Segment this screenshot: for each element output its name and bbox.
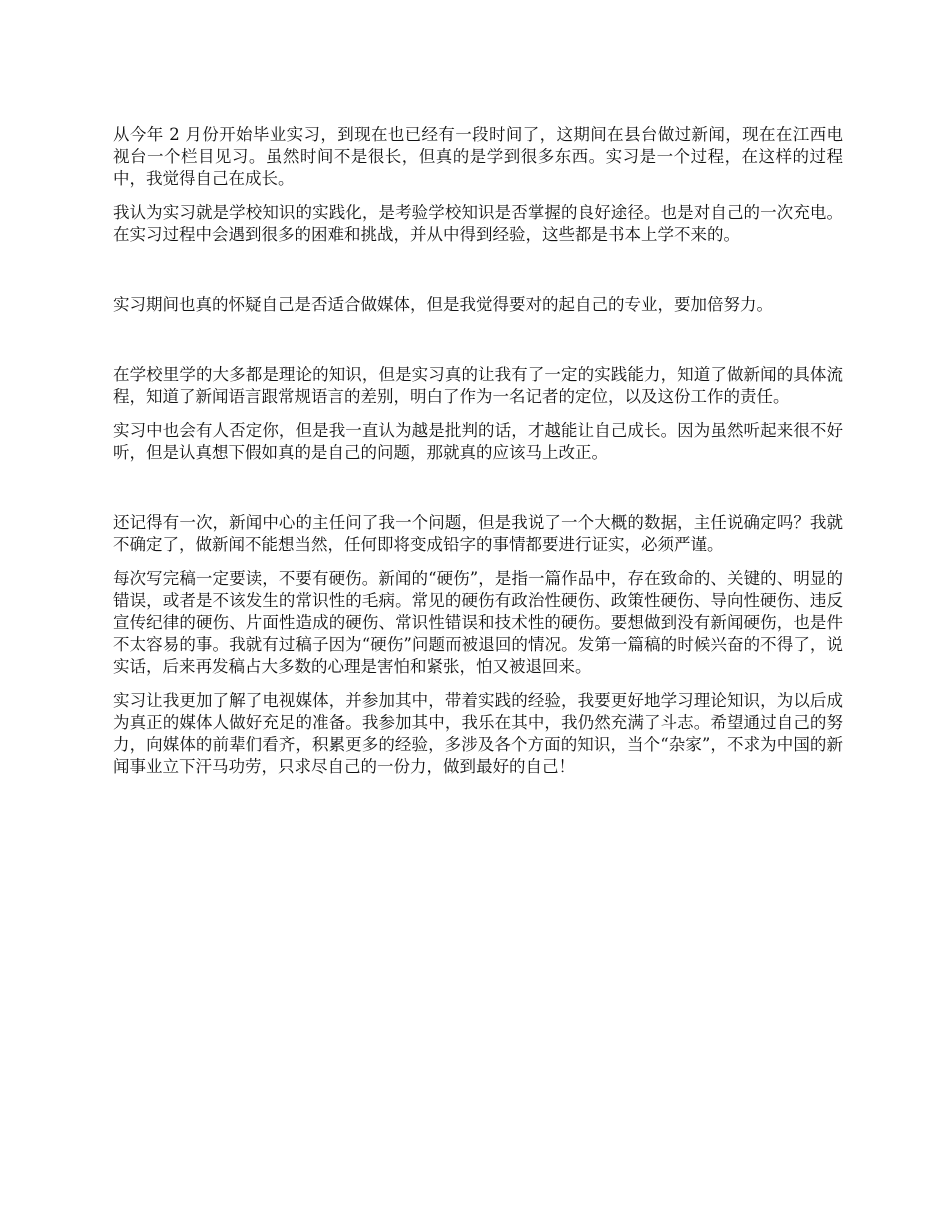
blank-gap — [113, 476, 843, 512]
paragraph-7: 每次写完稿一定要读，不要有硬伤。新闻的“硬伤”，是指一篇作品中，存在致命的、关键的、明显的错误，或者是不该发生的常识性的毛病。常见的硬伤有政治性硬伤、政策性硬伤、导向性硬伤、违反宣传纪律的硬伤、片面性造成的硬伤、常识性错误和技术性的硬伤。要想做到没有新闻硬伤，也是件不太容易的事。我就有过稿子因为“硬伤”问题而被退回的情况。发第一篇稿的时候兴奋的不得了，说实话，后来再发稿占大多数的心理是害怕和紧张，怕又被退回来。 — [113, 569, 843, 676]
paragraph-8: 实习让我更加了解了电视媒体，并参加其中，带着实践的经验，我要更好地学习理论知识，为以后成为真正的媒体人做好充足的准备。我参加其中，我乐在其中，我仍然充满了斗志。希望通过自己的努力，向媒体的前辈们看齐，积累更多的经验，多涉及各个方面的知识，当个“杂家”，不求为中国的新闻事业立下汗马功劳，只求尽自己的一份力，做到最好的自己！ — [113, 691, 843, 776]
paragraph-5: 实习中也会有人否定你，但是我一直认为越是批判的话，才越能让自己成长。因为虽然听起来很不好听，但是认真想下假如真的是自己的问题，那就真的应该马上改正。 — [113, 421, 843, 462]
paragraph-3: 实习期间也真的怀疑自己是否适合做媒体，但是我觉得要对的起自己的专业，要加倍努力。 — [113, 295, 773, 314]
paragraph-1: 从今年 2 月份开始毕业实习，到现在也已经有一段时间了，这期间在县台做过新闻，现在在江西电视台一个栏目见习。虽然时间不是很长，但真的是学到很多东西。实习是一个过程，在这样的过程中，我觉得自己在成长。 — [113, 125, 843, 188]
blank-gap — [113, 328, 843, 364]
paragraph-4: 在学校里学的大多都是理论的知识，但是实习真的让我有了一定的实践能力，知道了做新闻的具体流程，知道了新闻语言跟常规语言的差别，明白了作为一名记者的定位，以及这份工作的责任。 — [113, 365, 843, 406]
blank-gap — [113, 258, 843, 294]
document-body — [113, 124, 843, 790]
paragraph-2: 我认为实习就是学校知识的实践化，是考验学校知识是否掌握的良好途径。也是对自己的一次充电。在实习过程中会遇到很多的困难和挑战，并从中得到经验，这些都是书本上学不来的。 — [113, 203, 843, 244]
paragraph-6: 还记得有一次，新闻中心的主任问了我一个问题，但是我说了一个大概的数据，主任说确定吗？我就不确定了，做新闻不能想当然，任何即将变成铅字的事情都要进行证实，必须严谨。 — [113, 513, 843, 554]
